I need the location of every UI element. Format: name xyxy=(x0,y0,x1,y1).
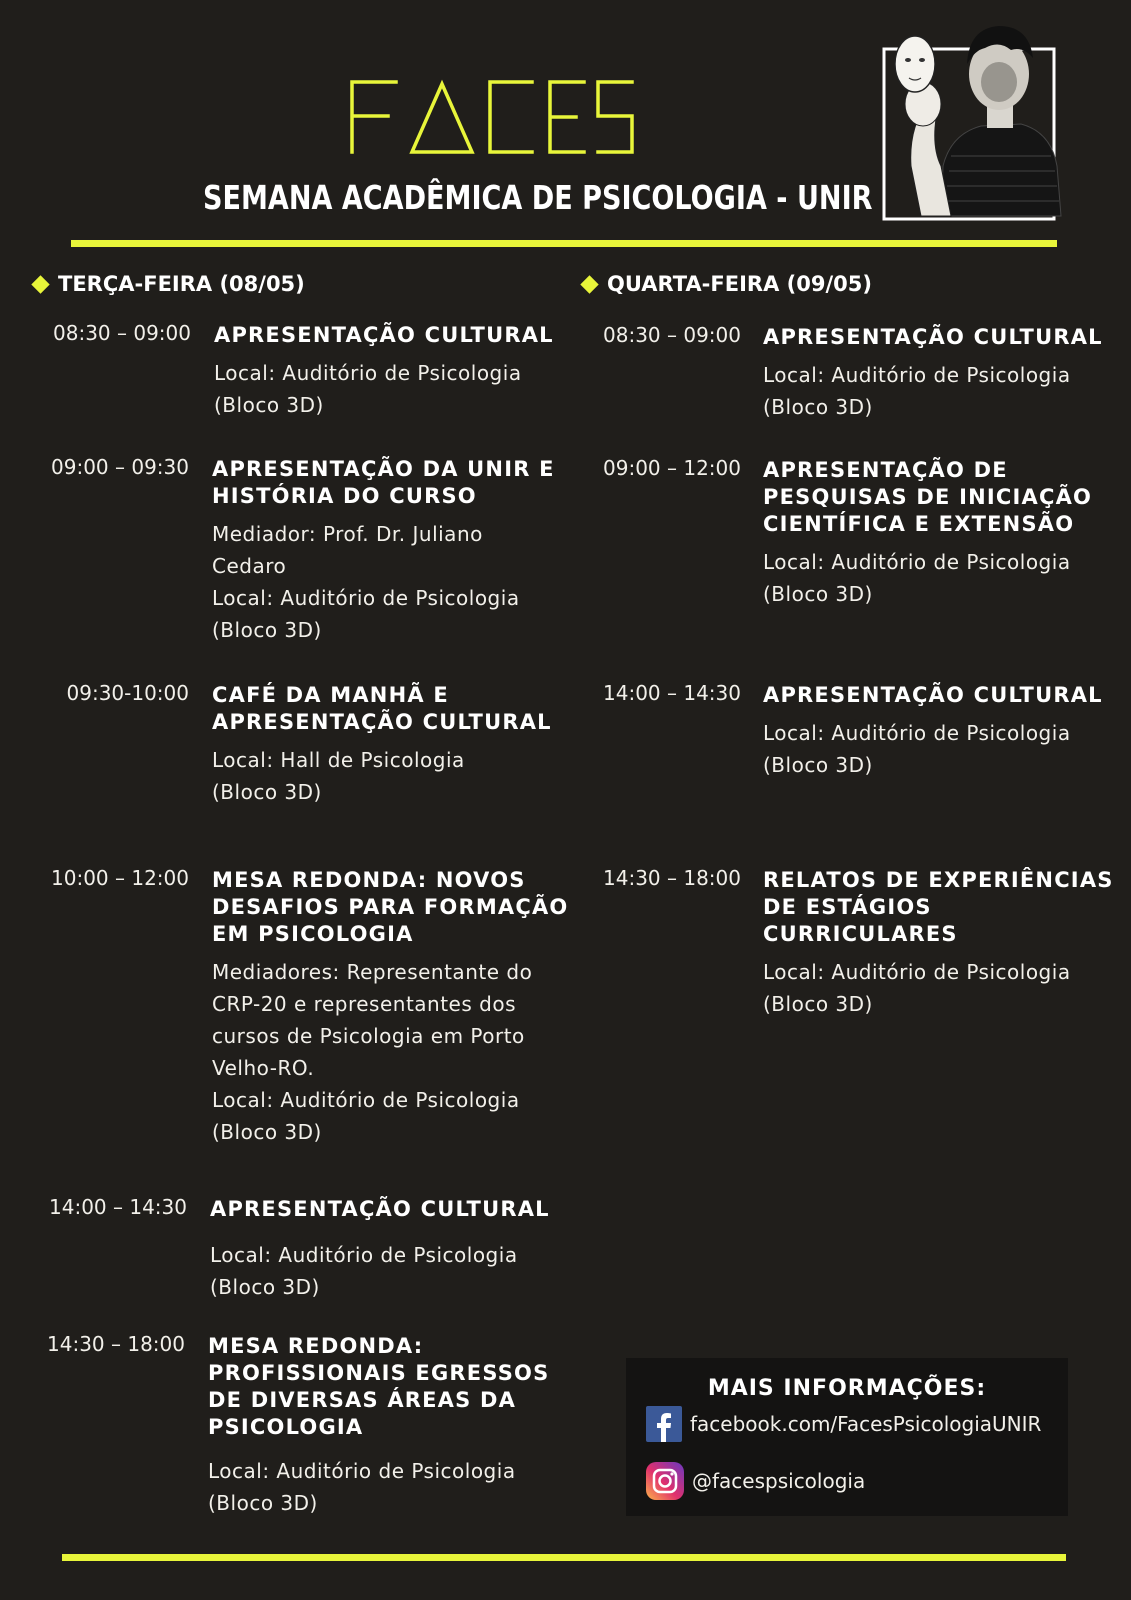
event-detail: Local: Auditório de Psicologia xyxy=(763,363,1071,387)
schedule-event xyxy=(212,456,572,646)
event-time: 14:00 – 14:30 xyxy=(603,681,741,705)
schedule-event xyxy=(763,867,1123,1020)
event-detail: CRP-20 e representantes dos xyxy=(212,992,516,1016)
event-time: 08:30 – 09:00 xyxy=(53,321,191,345)
event-title: APRESENTAÇÃO CULTURAL xyxy=(763,683,1103,707)
event-time: 10:00 – 12:00 xyxy=(51,866,189,890)
event-detail: Local: Auditório de Psicologia xyxy=(208,1459,516,1483)
schedule-event xyxy=(210,1196,570,1303)
instagram-handle[interactable]: @facespsicologia xyxy=(692,1469,866,1493)
event-detail: Local: Auditório de Psicologia xyxy=(210,1243,518,1267)
event-title: CAFÉ DA MANHÃ E APRESENTAÇÃO CULTURAL xyxy=(212,683,552,734)
event-time: 14:00 – 14:30 xyxy=(49,1195,187,1219)
info-title: MAIS INFORMAÇÕES: xyxy=(707,1376,987,1401)
day-header-wednesday xyxy=(583,272,872,296)
event-title: APRESENTAÇÃO CULTURAL xyxy=(210,1197,550,1221)
event-time: 09:00 – 12:00 xyxy=(603,456,741,480)
event-title: MESA REDONDA: PROFISSIONAIS EGRESSOS DE DIVERSAS ÁREAS DA PSICOLOGIA xyxy=(208,1334,550,1439)
event-subtitle: SEMANA ACADÊMICA DE PSICOLOGIA - UNIR xyxy=(203,178,873,217)
event-time: 14:30 – 18:00 xyxy=(603,866,741,890)
event-detail: cursos de Psicologia em Porto xyxy=(212,1024,525,1048)
event-detail: Local: Auditório de Psicologia xyxy=(763,960,1071,984)
schedule-event xyxy=(208,1333,568,1519)
diamond-bullet-icon xyxy=(31,275,49,293)
day-label: TERÇA-FEIRA (08/05) xyxy=(58,272,305,296)
event-time: 14:30 – 18:00 xyxy=(47,1332,185,1356)
day-label: QUARTA-FEIRA (09/05) xyxy=(607,272,872,296)
event-title: APRESENTAÇÃO DA UNIR E HISTÓRIA DO CURSO xyxy=(212,457,555,508)
event-detail: Local: Auditório de Psicologia xyxy=(763,721,1071,745)
event-detail: Local: Auditório de Psicologia xyxy=(212,1088,520,1112)
event-detail: (Bloco 3D) xyxy=(210,1275,320,1299)
event-detail: (Bloco 3D) xyxy=(763,582,873,606)
event-detail: (Bloco 3D) xyxy=(212,1120,322,1144)
event-detail: (Bloco 3D) xyxy=(208,1491,318,1515)
instagram-icon xyxy=(646,1462,684,1500)
event-time: 08:30 – 09:00 xyxy=(603,323,741,347)
event-time: 09:30-10:00 xyxy=(66,681,189,705)
instagram-link[interactable] xyxy=(646,1462,865,1500)
event-detail: Local: Auditório de Psicologia xyxy=(214,361,522,385)
schedule-event xyxy=(212,867,572,1148)
bottom-divider xyxy=(62,1554,1066,1561)
event-detail: Local: Auditório de Psicologia xyxy=(763,550,1071,574)
schedule-event xyxy=(214,322,574,421)
event-detail: Local: Hall de Psicologia xyxy=(212,748,465,772)
event-detail: (Bloco 3D) xyxy=(763,992,873,1016)
top-divider xyxy=(71,240,1057,247)
diamond-bullet-icon xyxy=(580,275,598,293)
event-detail: (Bloco 3D) xyxy=(763,395,873,419)
event-title: APRESENTAÇÃO DE PESQUISAS DE INICIAÇÃO CIENTÍFICA E EXTENSÃO xyxy=(763,458,1093,536)
facebook-link[interactable] xyxy=(646,1406,1041,1442)
schedule-event xyxy=(763,324,1123,423)
faces-logo-title xyxy=(340,70,640,170)
event-detail: Local: Auditório de Psicologia xyxy=(212,586,520,610)
schedule-event xyxy=(763,682,1123,781)
event-detail: (Bloco 3D) xyxy=(212,618,322,642)
event-detail: (Bloco 3D) xyxy=(763,753,873,777)
facebook-icon xyxy=(646,1406,682,1442)
schedule-event xyxy=(212,682,572,808)
event-detail: Velho-RO. xyxy=(212,1056,315,1080)
portrait-illustration xyxy=(881,16,1067,222)
event-detail: (Bloco 3D) xyxy=(214,393,324,417)
day-header-tuesday xyxy=(34,272,305,296)
event-title: APRESENTAÇÃO CULTURAL xyxy=(214,323,554,347)
event-detail: (Bloco 3D) xyxy=(212,780,322,804)
event-detail: Cedaro xyxy=(212,554,287,578)
schedule-event xyxy=(763,457,1123,610)
event-time: 09:00 – 09:30 xyxy=(51,455,189,479)
event-detail: Mediadores: Representante do xyxy=(212,960,533,984)
event-title: APRESENTAÇÃO CULTURAL xyxy=(763,325,1103,349)
event-title: RELATOS DE EXPERIÊNCIAS DE ESTÁGIOS CURRICULARES xyxy=(763,868,1114,946)
event-detail: Mediador: Prof. Dr. Juliano xyxy=(212,522,483,546)
more-info-box xyxy=(626,1358,1068,1516)
event-title: MESA REDONDA: NOVOS DESAFIOS PARA FORMAÇÃO EM PSICOLOGIA xyxy=(212,868,569,946)
facebook-url[interactable]: facebook.com/FacesPsicologiaUNIR xyxy=(690,1412,1042,1436)
